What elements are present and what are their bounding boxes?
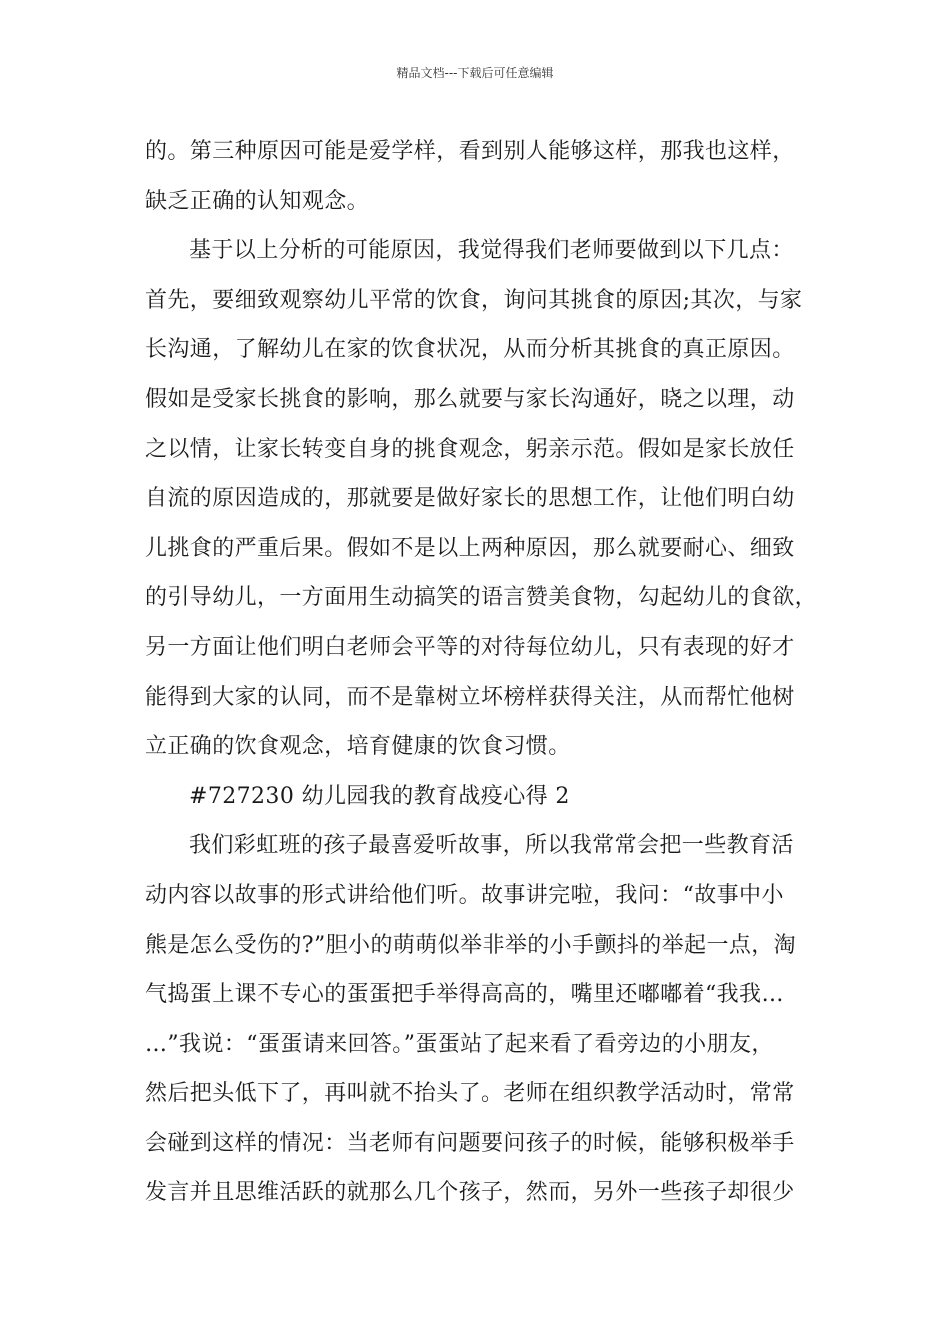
text-line: 儿挑食的严重后果。假如不是以上两种原因，那么就要耐心、细致 [145,535,795,561]
text-line: 的。第三种原因可能是爱学样，看到别人能够这样，那我也这样， [145,139,795,164]
text-line: 然后把头低下了，再叫就不抬头了。老师在组织教学活动时，常常 [145,1081,795,1107]
document-body [145,127,825,1218]
text-line: 另一方面让他们明白老师会平等的对待每位幼儿，只有表现的好才 [145,634,795,660]
paragraph-start-line: 我们彩虹班的孩子最喜爱听故事，所以我常常会把一些教育活 [189,833,794,859]
text-line: 自流的原因造成的，那就要是做好家长的思想工作，让他们明白幼 [145,486,795,512]
text-line: 动内容以故事的形式讲给他们听。故事讲完啦，我问：“故事中小 [145,882,784,908]
text-line: …”我说：“蛋蛋请来回答。”蛋蛋站了起来看了看旁边的小朋友， [145,1031,774,1057]
text-line: 会碰到这样的情况：当老师有问题要问孩子的时候，能够积极举手 [145,1130,795,1156]
paragraph-start-line: 基于以上分析的可能原因，我觉得我们老师要做到以下几点： [189,238,794,264]
text-line: 熊是怎么受伤的?”胆小的萌萌似举非举的小手颤抖的举起一点，淘 [145,932,797,958]
text-line: 发言并且思维活跃的就那么几个孩子，然而，另外一些孩子却很少 [145,1180,795,1206]
text-line: 首先，要细致观察幼儿平常的饮食，询问其挑食的原因;其次，与家 [145,287,803,313]
text-line: 能得到大家的认同，而不是靠树立坏榜样获得关注，从而帮忙他树 [145,684,795,710]
text-line: 长沟通，了解幼儿在家的饮食状况，从而分析其挑食的真正原因。 [145,337,795,363]
text-line: 假如是受家长挑食的影响，那么就要与家长沟通好，晓之以理，动 [145,386,795,412]
text-line: 气捣蛋上课不专心的蛋蛋把手举得高高的，嘴里还嘟嘟着“我我… [145,982,784,1008]
text-line: 的引导幼儿，一方面用生动搞笑的语言赞美食物，勾起幼儿的食欲， [145,585,818,611]
text-line: 缺乏正确的认知观念。 [145,188,370,214]
text-line: 立正确的饮食观念，培育健康的饮食习惯。 [145,734,571,760]
page-header: 精品文档---下载后可任意编辑 [396,66,554,80]
text-line: 之以情，让家长转变自身的挑食观念，躬亲示范。假如是家长放任 [145,436,795,462]
section-heading: #727230 幼儿园我的教育战疫心得 2 [189,783,570,809]
